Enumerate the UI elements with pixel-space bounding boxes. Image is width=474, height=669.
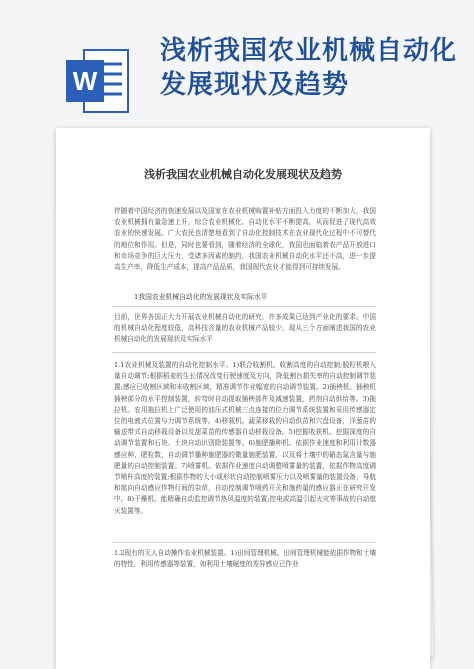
intro-paragraph: 伴随着中国经济的快速发展以及国家在农业机械购置补贴方面投入力度的不断加大，我国农业机械拥有量急速上升，综合农业机械化、自动化水平不断提高，从而促进了现代高效农业的快速发展。广大农民也清楚地看到了自动化控制技术在农业现代化过程中不可替代的地位和作用。但是，同时也要看到，随着经济的全球化，我国也面临着农产品开放进口和市场竞争的巨大压力，受诸多因素的制约，我国农业机械自动化水平还不高，进一步提高生产率，降低生产成本，提高产品品质，我国现代农业才能得到可持续发展。 xyxy=(114,207,376,272)
divider xyxy=(112,352,376,353)
divider xyxy=(112,542,376,543)
banner-title: 浅析我国农业机械自动化发展现状及趋势 xyxy=(160,36,458,100)
section1-heading: 1我国农业机械自动化的发展现状及实际水平 xyxy=(134,293,268,301)
document-page xyxy=(56,128,430,669)
word-icon-letter: W xyxy=(72,66,98,96)
word-document-icon xyxy=(66,48,130,114)
section-1-2-paragraph: 1.2现有的无人自动操作农业机械装置。1)田间管理机械。田间管理机械能依据作物和土壤的特性，利用传感器等装置，如利用土壤硬度的差异感应已作业 xyxy=(114,549,376,569)
section-1-1-paragraph: 1.1农业机械及装置的自动化控制水平。1)联合收割机。收割高度的自动控制;脱粒机喂入量自动调节;根据稻麦的生长情况改变行驶速度及方向，降低割台损失率的自动控制调节装置;感应已收割区域和未收割区域，精准调节作业幅宽的自动调节装置。2)插秧机。插秧机插秧部分的水平控制装置，转弯时自动提取插秧部件及减速装置，药剂自动供给等。3)拖拉机。农用拖拉机上广泛使用的油压式机械三点连接的位力调节系统装置和采用传感器定位的电液式位置与力调节系统等。4)移栽机。蔬菜移栽的自动供苗和穴盘设备，洋葱苗的输送带式自动移栽设备以及甜菜苗的传感器自动移栽设备。5)挖掘收获机。挖掘深度的自动调节装置和石块、土块自动识别除装置等。6)施肥播种机。依据作业速度和利用计数器感应种、肥粒数，自动调节播种施肥器的微量施肥装置，以及将土壤中的硝态氮含量与施肥量的自动控制装置。7)喷雾机。依据作业速度自动调整喷雾量的装置，依据作物高度调节喷杆高度的装置;根据作物的大小或形状自动控制喷雾压力以及喷雾量的装置设备，导航和航向自动感应作物行间的杂草，自动控制调节喷药开关和施药量的感应器正在研究开发中。8)干燥机。能精确自动监控调节热风温度的装置;控电或高温引起火灾等事故的自动熄灭装置等。 xyxy=(114,361,376,515)
divider xyxy=(112,306,376,307)
section1-paragraph: 目前，世界各国正大力开展农业机械自动化的研究，许多成果已达到产业化的要求。中国的机械自动化程度较低，高科技含量的农业机械产品较少，现从三个方面阐述我国的农业机械自动化的发展现状及实际水平 xyxy=(114,313,376,344)
document-title: 浅析我国农业机械自动化发展现状及趋势 xyxy=(144,168,342,181)
